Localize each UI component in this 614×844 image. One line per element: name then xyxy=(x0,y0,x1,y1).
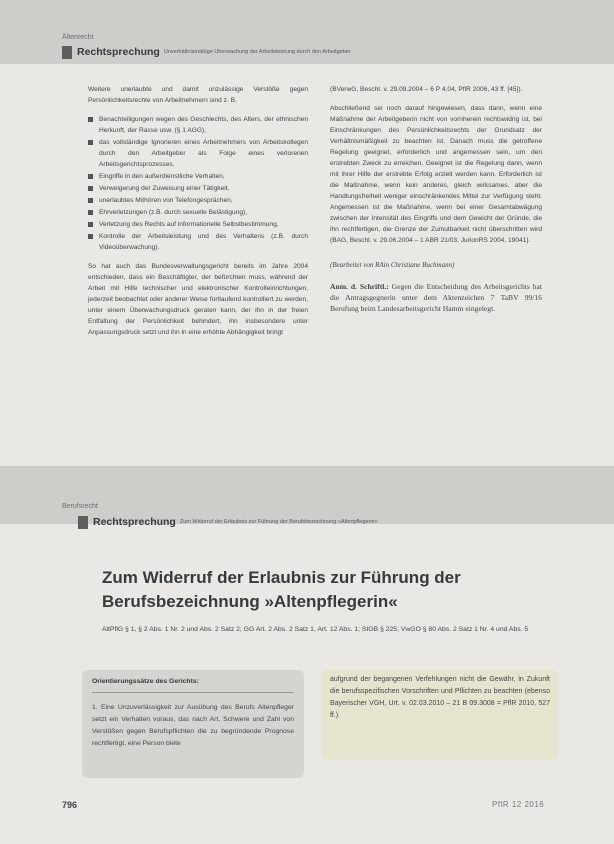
page-number: 796 xyxy=(62,800,78,810)
guideline-continuation-text: aufgrund der begangenen Verfehlungen nicht die Gewähr, in Zukunft die berufsspezifischen Vorschriften und Pflichten zu beachten (ebenso Bayerischer VGH, Urt. v. 02.03.2010 – 21 B 09.3008 = PflR 2010, 527 ff.). xyxy=(330,676,550,719)
rubric-subtitle: Unverhältnismäßige Überwachung der Arbeitsleistung durch den Arbeitgeber xyxy=(163,49,351,55)
top-section-label: Ältenrecht xyxy=(62,34,94,41)
bullet-square-icon xyxy=(88,198,93,203)
journal-issue: PflR 12 2016 xyxy=(492,800,545,809)
orientation-title: Orientierungssätze des Gerichts: xyxy=(92,678,199,685)
author-remark-label: Anm. d. Schriftl.: xyxy=(330,282,389,291)
orientation-box xyxy=(82,670,304,778)
list-item: Eingriffe in den außerdienstliche Verhalten, xyxy=(88,171,308,182)
article-title-line: Berufsbezeichnung »Altenpflegerin« xyxy=(102,592,398,611)
author-remark xyxy=(330,281,542,314)
bottom-rubric-bar xyxy=(78,514,548,530)
bottom-section-label: Berufsrecht xyxy=(62,503,98,510)
legal-citation: AltPflG § 1, § 2 Abs. 1 Nr. 2 und Abs. 2 Satz 2; GG Art. 2 Abs. 2 Satz 1, Art. 12 Abs. 1; StGB § 225; VwGO § 80 Abs. 2 Satz 1 Nr. 4 und Abs. 5 xyxy=(102,626,529,633)
intro-paragraph: Weitere unerlaubte und damit unzulässige Verstöße gegen Persönlichkeitsrechte von Arbeitnehmern sind z. B. xyxy=(88,86,308,104)
rubric-marker-icon xyxy=(62,46,72,59)
rubric-title: Rechtsprechung xyxy=(77,46,160,58)
list-item: das vollständige Ignorieren eines Arbeitnehmers von Arbeitskollegen durch den Arbeitgeber als Folge eines verlorenen Arbeitsgerichtsprozesses, xyxy=(88,137,308,170)
violations-list xyxy=(88,114,308,253)
list-item: Verweigerung der Zuweisung einer Tätigkeit, xyxy=(88,183,308,194)
bullet-square-icon xyxy=(88,186,93,191)
bullet-square-icon xyxy=(88,140,93,145)
bullet-square-icon xyxy=(88,117,93,122)
article-title xyxy=(102,566,562,614)
bullet-square-icon xyxy=(88,174,93,179)
left-column xyxy=(88,84,308,346)
list-item: Verletzung des Rechts auf informationelle Selbstbestimmung, xyxy=(88,219,308,230)
list-item: Benachteiligungen wegen des Geschlechts, des Alters, der ethnischen Herkunft, der Rasse usw. (§ 1 AGG), xyxy=(88,114,308,136)
top-rubric-bar xyxy=(62,44,562,60)
guideline-continuation-box xyxy=(322,670,558,760)
article-title-line: Zum Widerruf der Erlaubnis zur Führung der xyxy=(102,568,461,587)
list-item: Ehrverletzungen (z.B. durch sexuelle Belästigung), xyxy=(88,207,308,218)
author-remark-text: Gegen die Entscheidung des Arbeitsgerichts hat die Antragsgegnerin unter dem Aktenzeichen 7 TaBV 99/16 Berufung beim Landesarbeitsgericht Hamm eingelegt. xyxy=(330,282,542,313)
orientation-text: 1. Eine Unzuverlässigkeit zur Ausübung des Berufs Altenpfleger setzt ein Verhalten voraus, das nach Art, Schwere und Zahl von Verstößen gegen Berufspflichten die zu begründende Prognose rechtfertigt, eine Person biete xyxy=(92,704,294,747)
rubric-marker-icon xyxy=(78,516,88,529)
rubric-subtitle: Zum Widerruf der Erlaubnis zur Führung der Berufsbezeichnung »Altenpflegerin« xyxy=(179,519,378,525)
author-note: (Bearbeitet von RAin Christiane Buchmann) xyxy=(330,261,455,269)
body-paragraph: So hat auch das Bundesverwaltungsgericht bereits im Jahre 2004 entschieden, dass ein Beschäftigter, der befürchten muss, während der Arbeit mit Hilfe technischer und elektronischer Kontrolleinrichtungen, jederzeit beobachtet oder anderer Weise fortlaufend kontrolliert zu werden, unter einem Überwachungsdruck geraten kann, der ihn in der freien Entfaltung der Persönlichkeit behindert, ihn insbesondere unter Anpassungsdruck setzt und ihn in eine erhöhte Abhängigkeit bringt xyxy=(88,263,308,336)
list-item: Kontrolle der Arbeitsleistung und des Verhaltens (z.B. durch Videoüberwachung). xyxy=(88,231,308,253)
list-item: unerlaubtes Mithören von Telefongesprächen, xyxy=(88,195,308,206)
body-paragraph: Abschließend sei noch darauf hingewiesen, dass dann, wenn eine Maßnahme der Arbeitgeberin nicht von vornherein rechtswidrig ist, bei Einschränkungen des Persönlichkeitsrechts der Grundsatz der Verhältnismäßigkeit zu beachten ist. Danach muss die getroffene Regelung geeignet, erforderlich und angemessen sein, um den erstrebten Zweck zu erreichen. Geeignet ist die Regelung dann, wenn mit ihrer Hilfe der erstrebte Erfolg erzielt werden kann. Erforderlich ist die Maßnahme, wenn kein anderes, gleich wirksames, aber die Handlungsfreiheit weniger einschränkendes Mittel zur Verfügung steht. Angemessen ist die Maßnahme, wenn bei einer Gesamtabwägung zwischen der Intensität des Eingriffs und dem Gewicht der Gründe, die ihn rechtfertigen, die Grenze der Zumutbarkeit nicht überschritten wird (BAG, Beschl. v. 29.06.2004 – 1 ABR 21/03, JurionRS 2004, 19041). xyxy=(330,105,542,244)
rubric-title: Rechtsprechung xyxy=(93,516,176,528)
bullet-square-icon xyxy=(88,210,93,215)
reference-line: (BVerwG, Beschl. v. 29.09.2004 – 6 P 4.04, PflR 2006, 43 ff. [45]). xyxy=(330,86,523,93)
right-column xyxy=(330,84,542,322)
orientation-divider xyxy=(92,692,294,693)
bullet-square-icon xyxy=(88,234,93,239)
bullet-square-icon xyxy=(88,222,93,227)
